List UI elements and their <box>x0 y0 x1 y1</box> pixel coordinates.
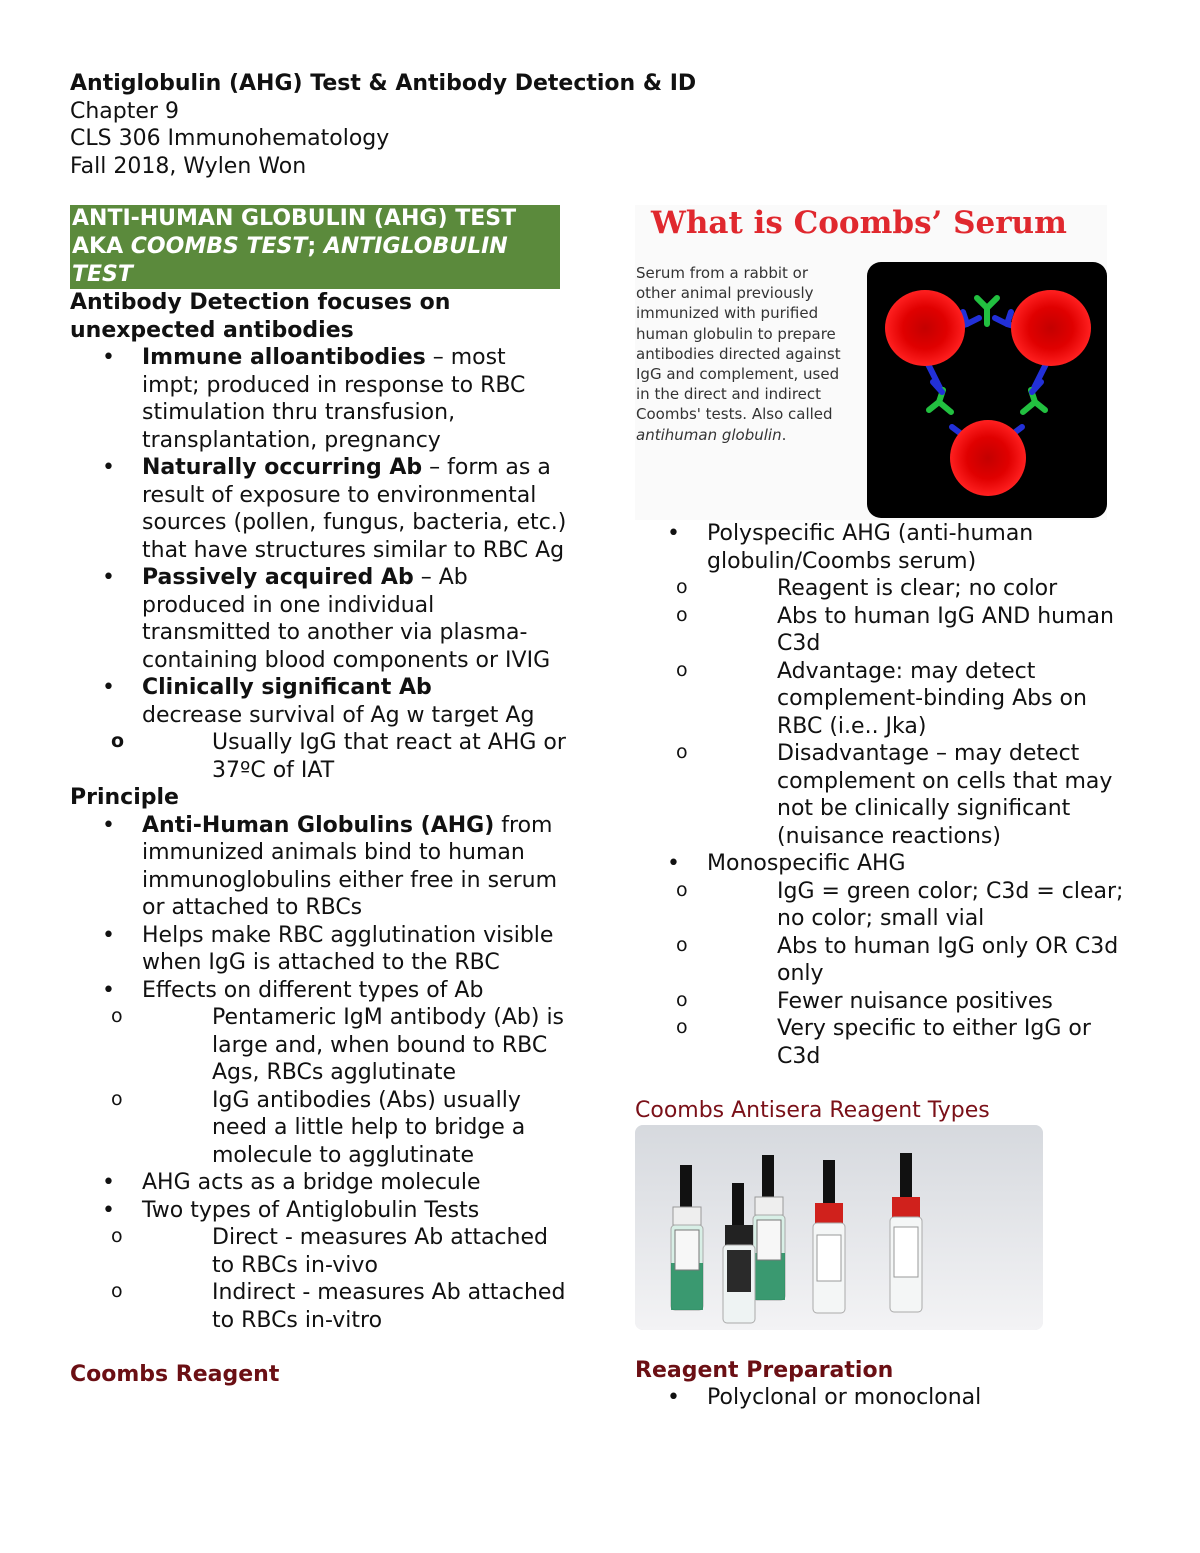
sub-text: Usually IgG that react at AHG or 37ºC of IAT <box>212 730 566 783</box>
sub-list <box>72 1004 570 1169</box>
figure-desc-text: Serum from a rabbit or other animal previously immunized with purified human globulin to prepare antibodies directed against IgG and complement, used in the direct and indirect Coombs' tests. Also called <box>636 264 841 424</box>
sub-list-item <box>637 878 1125 933</box>
desc: Polyclonal or monoclonal <box>707 1385 982 1410</box>
banner-sep: ; <box>307 234 324 259</box>
list-item <box>70 454 570 564</box>
sub-text: Abs to human IgG AND human C3d <box>777 603 1114 656</box>
course-line: CLS 306 Immunohematology <box>70 126 390 151</box>
sub-text: Pentameric IgM antibody (Ab) is large and, when bound to RBC Ags, RBCs agglutinate <box>212 1005 565 1085</box>
list-item <box>70 1197 570 1335</box>
list-item <box>70 564 570 674</box>
figure-desc-italic: antihuman globulin <box>636 425 782 444</box>
term: • Clinically significant Ab <box>142 675 432 700</box>
sub-list-item <box>637 740 1125 850</box>
antisera-heading: Coombs Antisera Reagent Types <box>635 1098 990 1123</box>
sub-text: Indirect - measures Ab attached to RBCs in-vitro <box>212 1280 566 1333</box>
sub-list-item <box>72 1224 570 1279</box>
banner-line-3: TEST <box>72 262 133 287</box>
figure-desc-end: . <box>781 425 787 444</box>
sub-text: Direct - measures Ab attached to RBCs in-vivo <box>212 1225 548 1278</box>
desc: – most impt; produced in response to RBC stimulation thru transfusion, transplantation, pregnancy <box>142 345 526 453</box>
desc: Helps make RBC agglutination visible when IgG is attached to the RBC <box>142 922 554 975</box>
reagent-vials-photo <box>635 1125 1043 1330</box>
sub-text: Fewer nuisance positives <box>777 988 1053 1014</box>
sub-list-item <box>72 729 570 784</box>
sub-text: Advantage: may detect complement-binding Abs on RBC (i.e.. Jka) <box>777 658 1087 739</box>
sub-text: Disadvantage – may detect complement on cells that may not be clinically significant (nuisance reactions) <box>777 741 1113 849</box>
banner-coombs: COOMBS TEST <box>130 234 308 259</box>
sub-list-item <box>72 1004 570 1087</box>
desc: – Ab produced in one individual transmitted to another via plasma-containing blood components or IVIG <box>142 565 551 673</box>
sub-text: IgG = green color; C3d = clear; no color; small vial <box>777 878 1124 931</box>
sub-list <box>637 575 1125 850</box>
sub-list-item <box>637 988 1125 1016</box>
focus-heading: Antibody Detection focuses on unexpected antibodies <box>70 290 451 343</box>
reagent-prep-list <box>635 1384 1125 1412</box>
right-column <box>635 205 1125 1412</box>
sub-text: IgG antibodies (Abs) usually need a little help to bridge a molecule to agglutinate <box>212 1087 526 1168</box>
list-item <box>70 922 570 977</box>
sub-list <box>72 729 570 784</box>
reagent-prep-heading: Reagent Preparation <box>635 1357 894 1383</box>
term: Passively acquired Ab <box>142 565 414 590</box>
banner-antiglobulin: ANTIGLOBULIN <box>323 234 508 259</box>
desc: Polyspecific AHG (anti-human globulin/Coombs serum) <box>707 521 1034 574</box>
list-item <box>635 850 1125 1070</box>
banner-line-2 <box>72 233 558 261</box>
list-item <box>70 674 570 784</box>
coombs-reagent-heading: Coombs Reagent <box>70 1362 280 1387</box>
banner-line-1: ANTI-HUMAN GLOBULIN (AHG) TEST <box>72 206 517 231</box>
sub-list-item <box>637 933 1125 988</box>
sub-list-item <box>637 575 1125 603</box>
sub-list-item <box>72 1279 570 1334</box>
coombs-serum-figure <box>635 205 1107 520</box>
term-line: Fall 2018, Wylen Won <box>70 153 307 179</box>
sub-text: Abs to human IgG only OR C3d only <box>777 933 1119 986</box>
desc: Monospecific AHG <box>707 851 906 876</box>
left-column <box>70 205 570 1389</box>
document-header <box>70 70 696 180</box>
desc: Effects on different types of Ab <box>142 977 484 1003</box>
list-item <box>635 1384 1125 1412</box>
desc: from immunized animals bind to human immunoglobulins either free in serum or attached to RBCs <box>142 812 558 920</box>
list-item <box>70 344 570 454</box>
vials-icon <box>635 1125 1043 1330</box>
term: Anti-Human Globulins (AHG) <box>142 812 495 838</box>
sub-list-item <box>637 658 1125 741</box>
list-item <box>635 520 1125 850</box>
figure-title: What is Coombs’ Serum <box>651 205 1067 241</box>
desc: AHG acts as a bridge molecule <box>142 1170 481 1195</box>
sub-list <box>72 1224 570 1334</box>
ahg-types-list <box>635 520 1125 1070</box>
term: Naturally occurring Ab <box>142 455 423 480</box>
sub-text: Reagent is clear; no color <box>777 576 1058 601</box>
sub-list <box>637 878 1125 1071</box>
section-banner <box>70 205 560 289</box>
list-item <box>70 977 570 1170</box>
sub-text: Very specific to either IgG or C3d <box>777 1016 1091 1069</box>
desc: decrease survival of Ag w target Ag <box>142 702 535 728</box>
sub-list-item <box>72 1087 570 1170</box>
figure-description <box>636 263 851 445</box>
principle-list <box>70 812 570 1335</box>
banner-aka: AKA <box>72 234 131 259</box>
sub-list-item <box>637 603 1125 658</box>
antibody-type-list <box>70 344 570 784</box>
desc: Two types of Antiglobulin Tests <box>142 1197 480 1223</box>
agglutination-illustration <box>867 262 1107 518</box>
rbc-antibody-icon <box>867 262 1107 518</box>
document-title: Antiglobulin (AHG) Test & Antibody Detection & ID <box>70 71 697 96</box>
list-item <box>70 812 570 922</box>
sub-list-item <box>637 1015 1125 1070</box>
term: Immune alloantibodies <box>142 345 426 370</box>
principle-heading: Principle <box>70 785 179 810</box>
desc: – form as a result of exposure to environmental sources (pollen, fungus, bacteria, etc.) that have structures similar to RBC Ag <box>142 455 567 563</box>
list-item <box>70 1169 570 1197</box>
chapter-line: Chapter 9 <box>70 98 179 124</box>
